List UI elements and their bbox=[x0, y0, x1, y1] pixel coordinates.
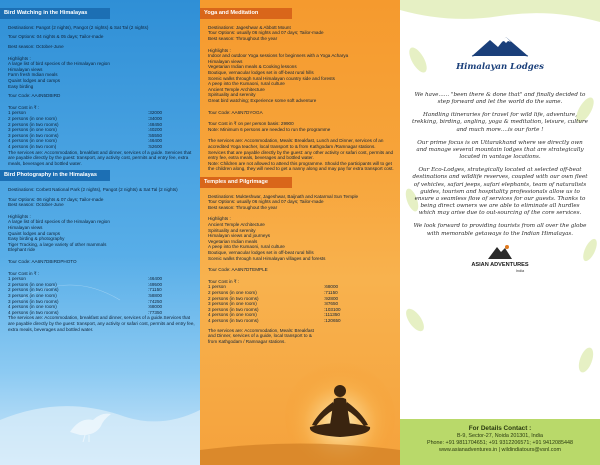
cost-row: 2 persons (in two rooms) :48450 bbox=[8, 121, 163, 127]
company-logo bbox=[400, 244, 600, 274]
contact-title: For Details Contact : bbox=[468, 425, 532, 432]
tour-code: Tour Code: AA4N5DBIRD bbox=[8, 93, 61, 99]
contact-footer bbox=[400, 419, 600, 465]
highlight-item: A large list of bird species of the Himalayan region bbox=[8, 219, 110, 225]
cost-row: 3 persons (in one room) :40200 bbox=[8, 127, 163, 133]
bird-silhouette-icon bbox=[65, 402, 115, 442]
highlight-item: Elephant ride bbox=[8, 247, 36, 253]
highlight-item: Himalayan views bbox=[208, 58, 243, 64]
highlight-item: Ancient Temple Architecture bbox=[208, 222, 265, 228]
tour-code: Tour Code: AA6N7DYOGA bbox=[208, 109, 263, 115]
highlights-label: Highlights : bbox=[8, 55, 31, 61]
highlight-item: Vegetarian Indian meals & Cooking lessons bbox=[208, 64, 297, 70]
highlight-item: Farm fresh Indian meals bbox=[8, 72, 58, 78]
company-name: ASIAN ADVENTURES bbox=[471, 262, 529, 269]
cost-row: 2 persons (in one room) :71150 bbox=[208, 290, 338, 295]
tour-code: Tour Code: AA6N7DBIRDPHOTO bbox=[8, 259, 77, 265]
cost-label: Tour Cost in ₹ : bbox=[8, 270, 40, 276]
cost-line: Tour Cost in ₹ on per person basis: 29900 bbox=[208, 121, 294, 127]
company-country: India bbox=[515, 269, 525, 274]
contact-address: B-9, Sector-27, Noida 201301, India bbox=[456, 433, 543, 440]
cost-row: 3 persons (in one room) :58800 bbox=[8, 293, 163, 298]
highlight-item: A large list of bird species of the Himalayan region bbox=[8, 61, 110, 67]
intro-panel bbox=[400, 0, 600, 465]
yoga-details bbox=[200, 19, 400, 172]
temples-heading: Temples and Pilgrimage bbox=[200, 177, 292, 188]
highlight-item: Vegetarian Indian meals bbox=[208, 238, 258, 244]
best-season-text: Best season: Throughout the year bbox=[208, 204, 278, 210]
cost-row: 1 person :32000 bbox=[8, 110, 163, 116]
highlight-item: Easy birding bbox=[8, 83, 34, 89]
intro-paragraph: We have...... "been there & done that" and finally decided to step forward and let the world do the same. bbox=[414, 92, 586, 106]
contact-web: www.asianadventures.in | wildindiatours@vsnl.com bbox=[439, 447, 561, 454]
bird-watching-details bbox=[0, 19, 200, 166]
highlight-item: Ancient Temple Architecture bbox=[208, 86, 265, 92]
contact-phone: Phone: +91 9811704651; +91 9312206571; +91 9412085448 bbox=[426, 440, 574, 447]
highlight-item: Easy birding & photography bbox=[8, 236, 65, 242]
services-text: The services are: Accommodation, breakfast and dinner, services of a guide. Services that are payable directly by the guest: transport, any activity cost, permits and entry fee, extra meals, beverages and bottled water. bbox=[8, 149, 192, 166]
best-season-text: Best season: Throughout the year bbox=[208, 36, 278, 41]
highlight-item: A peep into the Kumaoni, rural culture bbox=[208, 81, 285, 87]
cost-label: Tour Cost in ₹ : bbox=[8, 104, 40, 110]
highlight-item: Scenic walks through rural Himalayan villages and forests bbox=[208, 255, 326, 261]
children-note: Note: Children are not allowed to attend this programme. Should the participants will to get the children along, they will need to get a nanny along and may pay for extra transport cost. bbox=[208, 160, 394, 172]
destinations-text: Destinations: Corbett National Park (2 nights), Pangot (2 nights) & Sat Tal (2 nights) bbox=[8, 187, 178, 193]
note-text: Note: Minimum 6 persons are needed to run the programme bbox=[208, 126, 331, 132]
highlights-label: Highlights : bbox=[208, 216, 231, 222]
tour-options-text: Tour Options: 06 nights & 07 days; Tailor-made bbox=[8, 196, 104, 202]
highlight-item: Spirituality and serenity bbox=[208, 92, 256, 98]
cost-row: 3 persons (in two rooms) :74250 bbox=[8, 298, 163, 304]
best-season-text: Best season: October-June bbox=[8, 202, 64, 208]
intro-paragraph: We look forward to providing tourists from all over the globe with memorable getaways to the Indian Himalayas. bbox=[413, 223, 587, 237]
meditation-figure-icon bbox=[200, 355, 400, 465]
destinations-text: Destinations: Pangot (2 nights), Pangot (2 nights) & Sat Tal (2 nights) bbox=[8, 24, 149, 30]
tour-options-text: Tour Options: usually 06 nights and 07 days; Tailor-made bbox=[208, 30, 324, 36]
bird-watching-heading: Bird Watching in the Himalayas bbox=[0, 8, 110, 19]
tour-options-text: Tour Options: usually 06 nights and 07 days; Tailor-made bbox=[208, 199, 324, 205]
asian-adventures-logo-icon bbox=[487, 244, 513, 260]
cost-row: 3 persons (in one room) :87650 bbox=[208, 301, 339, 307]
cost-row: 3 persons (in two rooms) :103100 bbox=[208, 306, 341, 312]
intro-paragraph: Our prime focus is on Uttarakhand where we directly own and manage several mountain lodges that are strategically located in vantage locations. bbox=[416, 139, 584, 161]
intro-text bbox=[400, 92, 600, 238]
destinations-text: Destinations: Mukteshwar, Jageshwar, Baijnath and Katarmal Sun Temple bbox=[208, 193, 359, 199]
best-season-text: Best season: October-June bbox=[8, 44, 64, 49]
cost-row: 4 persons (in two rooms) :77350 bbox=[8, 309, 163, 315]
highlight-item: Boutique, vernacular lodges set in off-beat rural hills bbox=[208, 250, 314, 256]
cost-row: 3 persons (in two rooms) :55550 bbox=[8, 132, 163, 138]
cost-row: 4 persons (in one room) :111350 bbox=[208, 312, 340, 318]
tour-options-text: Tour Options: 04 nights & 05 days; Tailor-made bbox=[8, 34, 104, 40]
cost-row: 1 person :46400 bbox=[8, 276, 163, 282]
destinations-text: Destinations: Jageshwar & Abbott Mount bbox=[208, 24, 291, 30]
brand-name: Himalayan Lodges bbox=[456, 61, 544, 72]
mountain-logo-icon bbox=[470, 34, 530, 58]
highlight-item: Indoor and outdoor Yoga sessions for beginners with a Yoga Acharya bbox=[208, 53, 349, 59]
cost-row: 2 persons (in two rooms) :71150 bbox=[8, 287, 162, 293]
highlight-item: Quaint lodges and camps bbox=[8, 230, 61, 236]
highlights-label: Highlights : bbox=[208, 47, 231, 53]
highlight-item: Spirituality and serenity bbox=[208, 227, 256, 233]
highlight-item: Himalayan views bbox=[8, 225, 43, 231]
highlight-item: A peep into the Kumaoni, rural culture bbox=[208, 244, 285, 250]
tour-code: Tour Code: AA6N7DTEMPLE bbox=[208, 267, 268, 273]
cost-row: 2 persons (in one room) :34000 bbox=[8, 115, 163, 121]
cost-row: 4 persons (in one room) :46400 bbox=[8, 138, 163, 144]
cost-row: 4 persons (in two room) :52600 bbox=[8, 143, 163, 149]
highlights-label: Highlights : bbox=[8, 213, 31, 219]
highlight-item: Himalayan views bbox=[8, 66, 43, 72]
services-text: The services are: Accommodation, breakfast and dinner, services of a guide.Services that are payable directly by the guest: transport, any activity or safari cost, permits and entry fee, extra meals, beverages and bottled water. bbox=[8, 315, 195, 332]
cost-row: 2 persons (in one room) :49500 bbox=[8, 281, 163, 287]
yoga-heading: Yoga and Meditation bbox=[200, 8, 292, 19]
cost-row: 4 persons (in one room) :68000 bbox=[8, 304, 163, 310]
spiritual-tours-panel bbox=[200, 0, 400, 465]
highlight-item: Great bird watching; Experience some soft adventure bbox=[208, 97, 317, 103]
highlight-item: Quaint lodges and camps bbox=[8, 77, 61, 83]
services-text: The services are: Accommodation, Meals: Breakfast and Dinner, services of a guide, local transport to & from Kathgodam / Ramnagar stations. bbox=[208, 327, 314, 344]
bird-tours-panel bbox=[0, 0, 200, 465]
services-text: The services are: Accommodation, Meals: Breakfast, Lunch and Dinner, services of an accredited Yoga teacher, local transport to & from Kathgodam /Ramnagar stations. bbox=[208, 138, 384, 149]
highlight-item: Scenic walks through rural Himalayan country side and forests bbox=[208, 75, 335, 81]
temples-details bbox=[200, 188, 400, 345]
highlight-item: Tiger Tracking, a large variety of other mammals bbox=[8, 241, 107, 247]
payable-text: Services that are payable directly by the guest: any other activity or safari cost, permits and entry fee, extra meals, beverages and bottled water. bbox=[208, 149, 394, 161]
bird-photography-details bbox=[0, 181, 200, 332]
cost-row: 1 person :68000 bbox=[208, 284, 339, 290]
cost-label: Tour Cost in ₹ : bbox=[208, 278, 240, 284]
intro-paragraph: Our Eco-Lodges, strategically located at selected off-beat destinations and wildlife reserves, coupled with our own fleet of vehicles, safari jeeps, safari elephants, team of naturalists guides, tourism and hospitality professionals allow us to ensure a seamless flow of services for our guests. Thanks to being direct owners we are able to eliminate all hurdles which may arise due to out-sourcing of the core services. bbox=[412, 167, 588, 217]
intro-paragraph: Handling itineraries for travel for wild life, adventure, trekking, birding, angling, yoga & meditation, leisure, culture and much more....is our forte ! bbox=[412, 112, 588, 133]
brand-logo bbox=[400, 0, 600, 92]
cost-row: 2 persons (in two rooms) :92800 bbox=[208, 295, 339, 301]
highlight-item: Himalayan views and journeys bbox=[208, 233, 271, 239]
cost-row: 4 persons (in two rooms) :120650 bbox=[208, 317, 341, 323]
bird-photography-heading: Bird Photography in the Himalayas bbox=[0, 170, 110, 181]
highlight-item: Boutique, vernacular lodges set in off-beat rural hills bbox=[208, 69, 314, 75]
